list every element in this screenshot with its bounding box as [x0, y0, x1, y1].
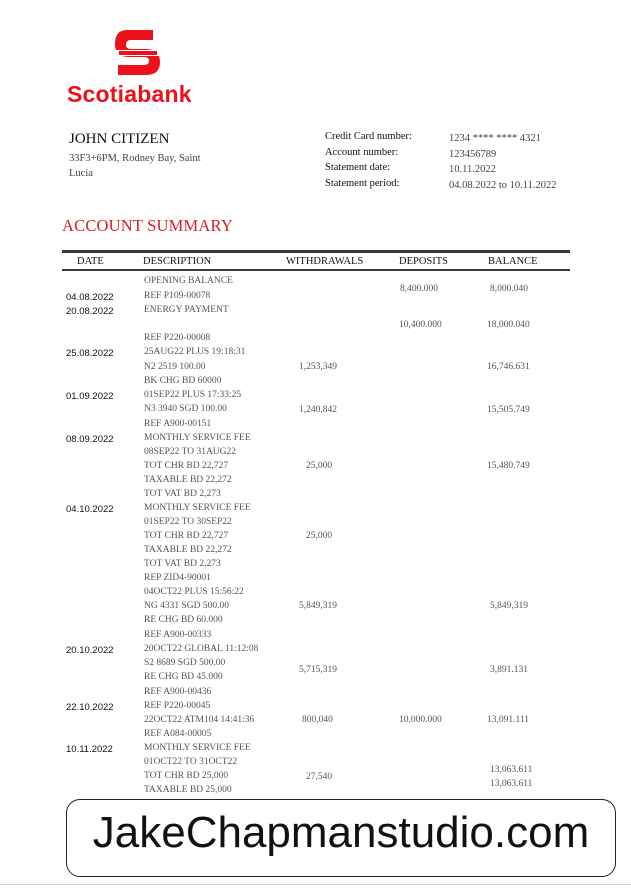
- account-summary-title: ACCOUNT SUMMARY: [62, 216, 233, 235]
- description-line: 01SEP22 TO 30SEP22: [144, 517, 232, 527]
- description-line: RE CHG BD 60.000: [144, 615, 223, 625]
- customer-address-line2: Lucia: [69, 168, 93, 179]
- balance-amount: 15,505.749: [487, 405, 530, 415]
- description-line: 01SEP22 PLUS 17:33:25: [144, 390, 242, 400]
- description-line: N2 2519 100.00: [144, 362, 206, 372]
- description-line: BK CHG BD 60000: [144, 376, 222, 386]
- description-line: REP ZID4-90001: [144, 573, 211, 583]
- col-date-header: DATE: [77, 256, 104, 267]
- balance-amount: 5,849,319: [490, 601, 528, 611]
- withdrawal-amount: 25,000: [306, 531, 333, 541]
- description-line: REF P220-00045: [144, 701, 211, 711]
- withdrawal-amount: 5,849,319: [299, 601, 337, 611]
- col-balance-header: BALANCE: [488, 256, 538, 267]
- scotiabank-s-logo: [113, 28, 163, 78]
- description-line: MONTHLY SERVICE FEE: [144, 743, 251, 753]
- credit-card-value: 1234 **** **** 4321: [449, 133, 541, 144]
- deposit-amount: 10,400.000: [399, 320, 442, 330]
- account-number-value: 123456789: [449, 149, 497, 160]
- row-date: 25.08.2022: [66, 348, 114, 359]
- account-number-label: Account number:: [325, 147, 399, 158]
- watermark-banner: [66, 799, 616, 877]
- description-line: TOT CHR BD 22,727: [144, 461, 229, 471]
- balance-amount: 18,000.040: [487, 320, 530, 330]
- withdrawal-amount: 800,040: [302, 715, 333, 725]
- customer-name: JOHN CITIZEN: [69, 131, 170, 147]
- table-header-rule: [62, 269, 570, 271]
- description-line: REF P109-00078: [144, 291, 211, 301]
- description-line: 01OCT22 TO 31OCT22: [144, 757, 238, 767]
- row-date: 20.08.2022: [66, 306, 114, 317]
- col-description-header: DESCRIPTION: [143, 256, 212, 267]
- row-date: 08.09.2022: [66, 434, 114, 445]
- watermark-text: JakeChapmanstudio.com: [92, 808, 590, 857]
- col-withdrawals-header: WITHDRAWALS: [286, 256, 364, 267]
- statement-period-label: Statement period:: [325, 178, 400, 189]
- description-line: REF A900-00333: [144, 630, 212, 640]
- balance-amount: 13,063.611: [490, 779, 533, 789]
- balance-amount: 8,000.040: [490, 284, 528, 294]
- balance-amount: 15,480.749: [487, 461, 530, 471]
- description-line: TOT VAT BD 2,273: [144, 559, 221, 569]
- description-line: TOT VAT BD 2,273: [144, 489, 221, 499]
- withdrawal-amount: 5,715,319: [299, 665, 337, 675]
- withdrawal-amount: 25,000: [306, 461, 333, 471]
- description-line: REF A084-00005: [144, 729, 212, 739]
- description-line: 25AUG22 PLUS 19:18:31: [144, 347, 246, 357]
- description-line: TOT CHR BD 22,727: [144, 531, 229, 541]
- description-line: 04OCT22 PLUS 15:56:22: [144, 587, 244, 597]
- statement-period-value: 04.08.2022 to 10.11.2022: [449, 180, 557, 191]
- customer-address-line1: 33F3+6PM, Rodney Bay, Saint: [69, 153, 201, 164]
- deposit-amount: 10,000.000: [399, 715, 442, 725]
- balance-amount: 16,746.631: [487, 362, 530, 372]
- withdrawal-amount: 1,240,842: [299, 405, 337, 415]
- balance-amount: 3,891.131: [490, 665, 528, 675]
- credit-card-label: Credit Card number:: [325, 131, 412, 142]
- deposit-amount: 8,400.000: [400, 284, 438, 294]
- description-line: 20OCT22 GLOBAL 11:12:08: [144, 644, 259, 654]
- description-line: N3 3940 SGD 100.00: [144, 404, 227, 414]
- row-date: 04.08.2022: [66, 292, 114, 303]
- balance-amount: 13,063.611: [490, 765, 533, 775]
- withdrawal-amount: 27,540: [306, 772, 333, 782]
- statement-date-value: 10.11.2022: [449, 164, 496, 175]
- description-line: 22OCT22 ATM104 14:41:36: [144, 715, 255, 725]
- row-date: 01.09.2022: [66, 391, 114, 402]
- description-line: RE CHG BD 45.000: [144, 672, 223, 682]
- statement-date-label: Statement date:: [325, 162, 391, 173]
- description-line: NG 4331 SGD 500.00: [144, 601, 229, 611]
- description-line: TAXABLE BD 25,000: [144, 785, 232, 795]
- row-date: 04.10.2022: [66, 504, 114, 515]
- row-date: 10.11.2022: [66, 744, 113, 755]
- brand-name: Scotiabank: [67, 81, 192, 107]
- row-date: 20.10.2022: [66, 645, 114, 656]
- description-line: MONTHLY SERVICE FEE: [144, 503, 251, 513]
- description-line: TAXABLE BD 22,272: [144, 475, 232, 485]
- description-line: REF A900-00436: [144, 687, 212, 697]
- table-top-rule: [62, 250, 570, 253]
- page-bottom-rule: [0, 884, 631, 885]
- col-deposits-header: DEPOSITS: [399, 256, 449, 267]
- description-line: OPENING BALANCE: [144, 276, 233, 286]
- description-line: 08SEP22 TO 31AUG22: [144, 447, 237, 457]
- description-line: S2 8689 SGD 500.00: [144, 658, 226, 668]
- description-line: REF P220-00008: [144, 333, 211, 343]
- description-line: REF A900-00151: [144, 419, 212, 429]
- withdrawal-amount: 1,253,349: [299, 362, 337, 372]
- description-line: TOT CHR BD 25,000: [144, 771, 229, 781]
- description-line: TAXABLE BD 22,272: [144, 545, 232, 555]
- description-line: MONTHLY SERVICE FEE: [144, 433, 251, 443]
- description-line: ENERGY PAYMENT: [144, 305, 229, 315]
- balance-amount: 13,091.111: [487, 715, 530, 725]
- row-date: 22.10.2022: [66, 702, 114, 713]
